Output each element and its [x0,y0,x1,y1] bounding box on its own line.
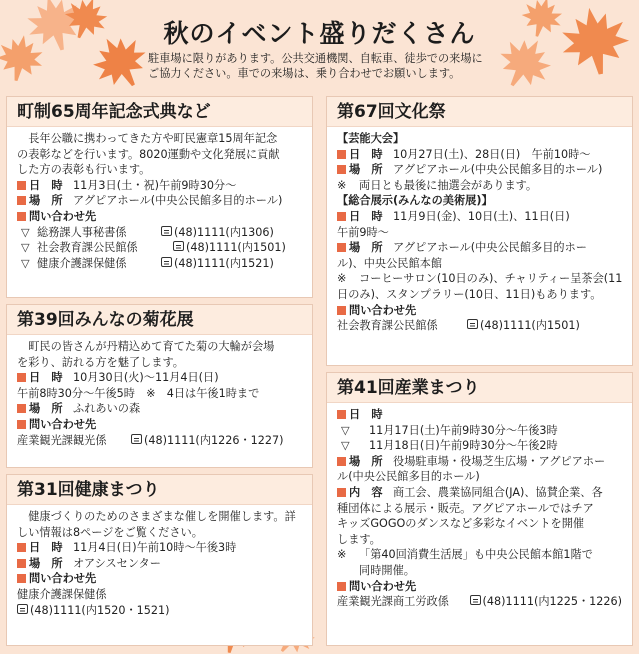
square-bullet-icon [17,212,26,221]
contact-row: 社会教育課公民館係 (48)1111(内1501) [337,319,580,333]
phone-icon [467,319,478,329]
phone-icon [161,257,172,267]
section-title: 第67回文化祭 [327,97,632,127]
industry-festival-section: 第41回産業まつり 日 時 ▽ 11月17日(土)午前9時30分〜午後3時 ▽ 11月18日(日)午前9時30分〜午後2時 場 所 役場駐車場・役場芝生広場・アグピアホー ル(中央公民館多目的ホール) 内 容 商工会、農業協同組合(JA)、協賛企業、各 種団体による展示・販売。アグピアホールではチア キッズGOGOのダンスなど多彩なイベントを開催 します。 ※ 「第40回消費生活展」も中央公民館本館1階で 同時開催。 問い合わせ先 産業観光課商工労政係 (48)1111(内1225・1226) [326,372,633,646]
contact-row: 産業観光課観光係 (48)1111(内1226・1227) [17,433,284,447]
ceremony-section: 町制65周年記念式典など 長年公職に携わってきた方や町民憲章15周年記念 の表彰などを行います。8020運動や文化発展に貢献 した方の表彰も行います。 日 時 11月3日(土・祝)午前9時30分〜 場 所 アグピアホール(中央公民館多目的ホール) 問い合わせ先 ▽ 総務課人事秘書係 (48)1111(内1306) ▽ 社会教育課公民館係 (48)1111(内1501) ▽ 健康介護課保健係 (48)1111(内1521) [6,96,313,298]
contact-row: ▽ 健康介護課保健係 (48)1111(内1521) [21,256,274,270]
square-bullet-icon [17,404,26,413]
square-bullet-icon [17,420,26,429]
square-bullet-icon [17,196,26,205]
square-bullet-icon [337,582,346,591]
square-bullet-icon [17,181,26,190]
square-bullet-icon [337,306,346,315]
phone-icon [17,604,28,614]
contact-row: ▽ 社会教育課公民館係 (48)1111(内1501) [21,241,286,255]
contact-row: 産業観光課商工労政係 (48)1111(内1225・1226) [337,595,622,609]
contact-row: (48)1111(内1520・1521) [17,603,302,619]
square-bullet-icon [337,243,346,252]
phone-icon [470,595,481,605]
page-title: 秋のイベント盛りだくさん [163,19,476,48]
health-section: 第31回健康まつり 健康づくりのためのさまざまな催しを開催します。詳 しい情報は8ページをご覧ください。 日 時 11月4日(日)午前10時〜午後3時 場 所 オアシスセンター 問い合わせ先 健康介護課保健係 (48)1111(内1520・1521) [6,474,313,646]
contact-row: ▽ 総務課人事秘書係 (48)1111(内1306) [21,225,274,239]
square-bullet-icon [17,559,26,568]
phone-icon [131,434,142,444]
phone-icon [161,226,172,236]
chrysanthemum-section: 第39回みんなの菊花展 町民の皆さんが丹精込めて育てた菊の大輪が会場 を彩り、訪れる方を魅了します。 日 時 10月30日(火)〜11月4日(日) 午前8時30分〜午後5時 ※ 4日は午後1時まで 場 所 ふれあいの森 問い合わせ先 産業観光課観光係 (48)1111(内1226・1227) [6,304,313,468]
parking-notice: 駐車場に限りがあります。公共交通機関、自転車、徒歩での来場に ご協力ください。車での来場は、乗り合わせでお願いします。 [148,52,483,80]
square-bullet-icon [337,165,346,174]
section-title: 第39回みんなの菊花展 [7,305,312,335]
section-title: 町制65周年記念式典など [7,97,312,127]
phone-icon [173,241,184,251]
square-bullet-icon [337,488,346,497]
square-bullet-icon [17,574,26,583]
square-bullet-icon [337,150,346,159]
square-bullet-icon [17,373,26,382]
culture-festival-section: 第67回文化祭 【芸能大会】 日 時 10月27日(土)、28日(日) 午前10時〜 場 所 アグピアホール(中央公民館多目的ホール) ※ 両日とも最後に抽選会があります。 【総合展示(みんなの美術展)】 日 時 11月9日(金)、10日(土)、11日(日) 午前9時〜 場 所 アグピアホール(中央公民館多目的ホー ル)、中央公民館本館 ※ コーヒーサロン(10日のみ)、チャリティー呈茶会(11 日のみ)、スタンプラリー(10日、11日)もあります。 問い合わせ先 社会教育課公民館係 (48)1111(内1501) [326,96,633,366]
square-bullet-icon [337,410,346,419]
section-title: 第31回健康まつり [7,475,312,505]
square-bullet-icon [17,543,26,552]
square-bullet-icon [337,212,346,221]
section-title: 第41回産業まつり [327,373,632,403]
square-bullet-icon [337,457,346,466]
